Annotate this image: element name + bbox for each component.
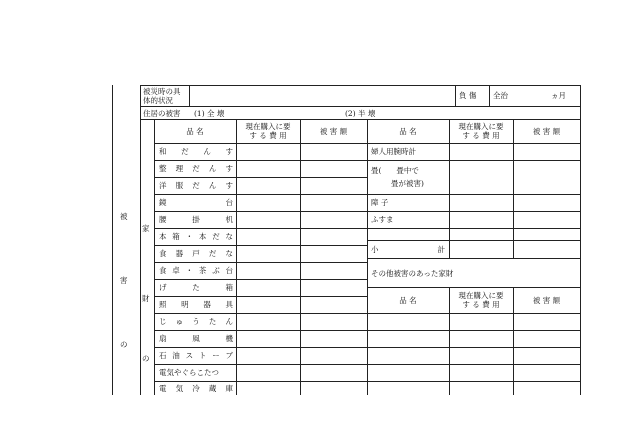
months-unit: ヵ月 (551, 91, 566, 100)
rule (154, 119, 155, 395)
header-item-name: 品 名 (186, 127, 204, 136)
rule (367, 194, 580, 195)
item-dining-table: 食 卓 ・ 茶 ぶ 台 (159, 266, 233, 275)
item-clothes-wardrobe: 洋 服 だ ん す (159, 181, 233, 190)
rule (367, 228, 580, 229)
rule (154, 313, 367, 314)
rule (367, 258, 580, 259)
recovery-label: 全治 (493, 91, 508, 100)
side-label-main-3: の (120, 340, 128, 349)
item-kotatsu: 電気やぐらこたつ (159, 368, 219, 377)
rule (154, 262, 367, 263)
rule (367, 211, 580, 212)
header-cost-line2: す る 費 用 (249, 131, 287, 140)
header-damage: 被 害 額 (532, 127, 561, 136)
rule (140, 119, 580, 120)
item-lighting: 照 明 器 具 (159, 300, 233, 309)
rule (140, 85, 141, 395)
item-watch: 婦人用腕時計 (371, 147, 416, 156)
rule (154, 381, 367, 382)
item-fusuma: ふすま (371, 215, 394, 224)
housing-option-half: (2) 半 壊 (345, 109, 376, 118)
item-tatami-line2: 畳が被害) (391, 179, 424, 188)
rule (367, 160, 580, 161)
item-oil-stove: 石 油 ス ト ー ブ (159, 351, 233, 360)
rule (154, 364, 367, 365)
header-damage: 被 害 額 (532, 296, 561, 305)
header-item-name: 品 名 (399, 296, 417, 305)
item-tatami-line1: 畳( 畳中で (371, 166, 419, 175)
rule (367, 240, 580, 241)
rule (449, 119, 450, 258)
housing-option-full: (1) 全 壊 (194, 109, 225, 118)
item-bookshelf: 本 箱 ・ 本 だ な (159, 232, 233, 241)
subtotal-label: 小 計 (371, 245, 445, 254)
injury-label: 負 傷 (459, 91, 477, 100)
rule (154, 228, 367, 229)
rule-top (140, 85, 580, 86)
rule (367, 313, 580, 314)
rule (513, 287, 514, 395)
rule (513, 119, 514, 258)
header-damage: 被 害 額 (319, 127, 348, 136)
side-label-sub-2: 財 (142, 294, 150, 303)
situation-label-line1: 被災時の具 (143, 87, 181, 96)
header-item-name: 品 名 (399, 127, 417, 136)
side-label-sub-1: 家 (142, 224, 150, 233)
header-cost-line1: 現在購入に要 (458, 122, 504, 131)
item-shoe-box: げ た 箱 (159, 283, 233, 292)
item-carpet: じ ゅ う た ん (159, 317, 233, 326)
side-label-main-1: 被 (120, 212, 128, 221)
housing-label: 住居の被害 (143, 109, 181, 118)
item-wardrobe: 和 だ ん す (159, 147, 233, 156)
rule (367, 287, 580, 288)
rule (154, 296, 367, 297)
situation-label-line2: 体的状況 (143, 96, 173, 105)
rule (367, 347, 580, 348)
rule (154, 245, 367, 246)
header-cost-line2: す る 費 用 (462, 300, 500, 309)
rule (154, 330, 367, 331)
rule (449, 287, 450, 395)
item-refrigerator: 電 気 冷 蔵 庫 (159, 384, 233, 393)
rule (367, 330, 580, 331)
rule (154, 211, 367, 212)
item-dresser: 鏡 台 (159, 198, 233, 207)
rule (580, 85, 581, 395)
rule (154, 194, 367, 195)
rule (236, 119, 237, 395)
header-cost-line1: 現在購入に要 (245, 122, 291, 131)
rule (140, 106, 580, 107)
item-shoji: 障 子 (371, 198, 389, 207)
rule (189, 85, 190, 106)
rule (154, 160, 367, 161)
rule (367, 364, 580, 365)
rule (455, 85, 456, 106)
rule (154, 177, 367, 178)
header-cost-line2: す る 費 用 (462, 131, 500, 140)
item-cupboard: 食 器 戸 だ な (159, 249, 233, 258)
header-cost-line1: 現在購入に要 (458, 291, 504, 300)
side-label-sub-3: の (142, 354, 150, 363)
item-desk: 腰 掛 机 (159, 215, 233, 224)
rule (300, 119, 301, 395)
item-fan: 扇 風 機 (159, 334, 233, 343)
rule (154, 279, 367, 280)
rule (489, 85, 490, 106)
rule (112, 85, 113, 395)
rule (367, 381, 580, 382)
rule (154, 347, 367, 348)
side-label-main-2: 害 (120, 276, 128, 285)
other-damage-heading: その他被害のあった家財 (371, 269, 454, 278)
rule (367, 119, 368, 395)
item-chest: 整 理 だ ん す (159, 164, 233, 173)
